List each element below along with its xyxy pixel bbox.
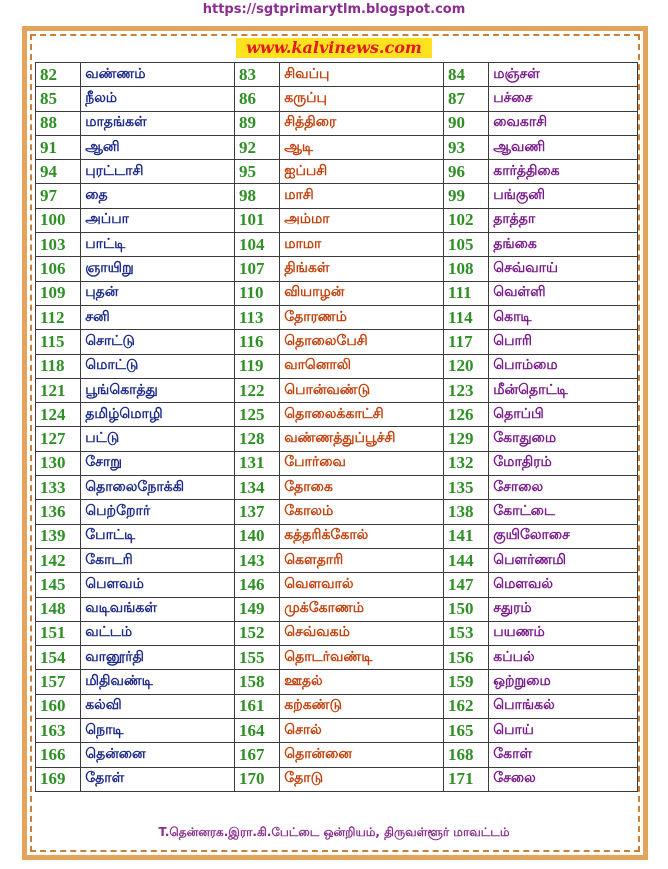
word-text: தொடர்வண்டி (280, 646, 444, 670)
word-number: 94 (36, 160, 81, 184)
word-text: வானொலி (280, 354, 444, 378)
word-number: 146 (234, 573, 279, 597)
word-number: 134 (234, 476, 279, 500)
word-text: ஆனி (81, 135, 235, 159)
word-number: 106 (36, 257, 81, 281)
word-text: பொரி (489, 330, 638, 354)
word-text: பங்குனி (489, 184, 638, 208)
table-row (36, 524, 638, 548)
word-text: செவ்வகம் (280, 621, 444, 645)
word-number: 139 (36, 524, 81, 548)
word-number: 158 (234, 670, 279, 694)
word-number: 104 (234, 233, 279, 257)
table-row (36, 427, 638, 451)
table-row (36, 63, 638, 87)
word-text: செவ்வாய் (489, 257, 638, 281)
word-text: தை (81, 184, 235, 208)
word-text: போர்வை (280, 451, 444, 475)
word-text: கத்தரிக்கோல் (280, 524, 444, 548)
word-text: சொட்டு (81, 330, 235, 354)
word-text: வண்ணம் (81, 63, 235, 87)
word-text: புதன் (81, 281, 235, 305)
word-number: 168 (444, 743, 489, 767)
word-number: 137 (234, 500, 279, 524)
word-number: 156 (444, 646, 489, 670)
word-number: 111 (444, 281, 489, 305)
table-row (36, 573, 638, 597)
word-number: 152 (234, 621, 279, 645)
word-number: 151 (36, 621, 81, 645)
word-number: 131 (234, 451, 279, 475)
word-number: 170 (234, 767, 279, 791)
word-text: சொல் (280, 719, 444, 743)
word-number: 83 (234, 63, 279, 87)
word-text: ஐப்பசி (280, 160, 444, 184)
word-text: பூங்கொத்து (81, 378, 235, 402)
word-number: 147 (444, 573, 489, 597)
word-text: ஆடி (280, 135, 444, 159)
word-text: கார்த்திகை (489, 160, 638, 184)
word-text: கோள் (489, 743, 638, 767)
word-number: 123 (444, 378, 489, 402)
table-row (36, 281, 638, 305)
table-row (36, 548, 638, 572)
word-number: 126 (444, 403, 489, 427)
word-text: ஆவணி (489, 135, 638, 159)
table-row (36, 87, 638, 111)
word-number: 129 (444, 427, 489, 451)
word-text: கோட்டை (489, 500, 638, 524)
word-number: 136 (36, 500, 81, 524)
word-text: மீன்தொட்டி (489, 378, 638, 402)
word-text: மிதிவண்டி (81, 670, 235, 694)
word-text: கோடரி (81, 548, 235, 572)
word-number: 140 (234, 524, 279, 548)
word-text: பாட்டி (81, 233, 235, 257)
word-number: 130 (36, 451, 81, 475)
word-text: பச்சை (489, 87, 638, 111)
word-text: சித்திரை (280, 111, 444, 135)
word-text: சோலை (489, 476, 638, 500)
word-text: சேலை (489, 767, 638, 791)
word-text: வண்ணத்துப்பூச்சி (280, 427, 444, 451)
word-number: 95 (234, 160, 279, 184)
word-number: 100 (36, 208, 81, 232)
word-number: 102 (444, 208, 489, 232)
word-number: 154 (36, 646, 81, 670)
word-text: போட்டி (81, 524, 235, 548)
brand-banner: www.kalvinews.com (236, 38, 432, 58)
word-text: கோதுமை (489, 427, 638, 451)
word-text: வௌவால் (280, 573, 444, 597)
word-number: 86 (234, 87, 279, 111)
table-row (36, 767, 638, 791)
word-text: பெற்றோர் (81, 500, 235, 524)
word-number: 82 (36, 63, 81, 87)
word-number: 144 (444, 548, 489, 572)
source-url: https://sgtprimarytlm.blogspot.com (202, 2, 466, 17)
word-text: சனி (81, 305, 235, 329)
word-number: 163 (36, 719, 81, 743)
word-number: 87 (444, 87, 489, 111)
word-number: 91 (36, 135, 81, 159)
word-number: 132 (444, 451, 489, 475)
word-text: குயிலோசை (489, 524, 638, 548)
word-number: 122 (234, 378, 279, 402)
word-number: 166 (36, 743, 81, 767)
word-number: 159 (444, 670, 489, 694)
word-number: 96 (444, 160, 489, 184)
table-row (36, 694, 638, 718)
word-text: வானூர்தி (81, 646, 235, 670)
word-text: வியாழன் (280, 281, 444, 305)
word-number: 89 (234, 111, 279, 135)
word-number: 119 (234, 354, 279, 378)
word-text: கப்பல் (489, 646, 638, 670)
word-number: 143 (234, 548, 279, 572)
word-text: தொலைநோக்கி (81, 476, 235, 500)
word-text: பௌவம் (81, 573, 235, 597)
word-number: 103 (36, 233, 81, 257)
word-number: 157 (36, 670, 81, 694)
word-number: 164 (234, 719, 279, 743)
table-row (36, 208, 638, 232)
word-number: 133 (36, 476, 81, 500)
table-row (36, 305, 638, 329)
word-text: புரட்டாசி (81, 160, 235, 184)
word-number: 110 (234, 281, 279, 305)
word-text: தோகை (280, 476, 444, 500)
word-number: 141 (444, 524, 489, 548)
word-number: 99 (444, 184, 489, 208)
word-number: 145 (36, 573, 81, 597)
word-number: 135 (444, 476, 489, 500)
table-row (36, 500, 638, 524)
word-text: தென்னை (81, 743, 235, 767)
word-number: 149 (234, 597, 279, 621)
table-row (36, 403, 638, 427)
word-text: பொன்வண்டு (280, 378, 444, 402)
word-number: 116 (234, 330, 279, 354)
word-text: வைகாசி (489, 111, 638, 135)
word-number: 138 (444, 500, 489, 524)
word-text: தொலைக்காட்சி (280, 403, 444, 427)
table-row (36, 354, 638, 378)
word-text: சோறு (81, 451, 235, 475)
word-number: 93 (444, 135, 489, 159)
word-number: 155 (234, 646, 279, 670)
word-text: பட்டு (81, 427, 235, 451)
word-text: பௌர்ணமி (489, 548, 638, 572)
word-number: 114 (444, 305, 489, 329)
word-text: கோலம் (280, 500, 444, 524)
word-text: ஊதல் (280, 670, 444, 694)
word-text: தொலைபேசி (280, 330, 444, 354)
word-text: ஒற்றுமை (489, 670, 638, 694)
table-row (36, 233, 638, 257)
table-row (36, 621, 638, 645)
word-text: சதுரம் (489, 597, 638, 621)
word-text: பயணம் (489, 621, 638, 645)
word-number: 128 (234, 427, 279, 451)
table-row (36, 476, 638, 500)
word-number: 169 (36, 767, 81, 791)
word-number: 112 (36, 305, 81, 329)
word-text: மாமா (280, 233, 444, 257)
table-row (36, 184, 638, 208)
word-number: 97 (36, 184, 81, 208)
word-number: 113 (234, 305, 279, 329)
word-text: தொப்பி (489, 403, 638, 427)
table-row (36, 646, 638, 670)
word-text: சிவப்பு (280, 63, 444, 87)
word-number: 90 (444, 111, 489, 135)
word-number: 105 (444, 233, 489, 257)
word-number: 101 (234, 208, 279, 232)
word-number: 160 (36, 694, 81, 718)
word-number: 88 (36, 111, 81, 135)
word-text: மொட்டு (81, 354, 235, 378)
word-number: 117 (444, 330, 489, 354)
word-number: 165 (444, 719, 489, 743)
word-number: 161 (234, 694, 279, 718)
word-text: கல்வி (81, 694, 235, 718)
word-text: வடிவங்கள் (81, 597, 235, 621)
word-number: 125 (234, 403, 279, 427)
word-number: 109 (36, 281, 81, 305)
word-text: கருப்பு (280, 87, 444, 111)
table-row (36, 135, 638, 159)
word-text: தாத்தா (489, 208, 638, 232)
table-row (36, 670, 638, 694)
word-number: 124 (36, 403, 81, 427)
word-text: தோடு (280, 767, 444, 791)
table-row (36, 597, 638, 621)
word-text: மாதங்கள் (81, 111, 235, 135)
word-number: 142 (36, 548, 81, 572)
word-text: கற்கண்டு (280, 694, 444, 718)
word-text: பொம்மை (489, 354, 638, 378)
word-number: 85 (36, 87, 81, 111)
word-number: 167 (234, 743, 279, 767)
word-text: திங்கள் (280, 257, 444, 281)
word-text: பொய் (489, 719, 638, 743)
word-number: 150 (444, 597, 489, 621)
word-text: தோரணம் (280, 305, 444, 329)
word-text: வெள்ளி (489, 281, 638, 305)
word-text: தங்கை (489, 233, 638, 257)
footer-credit: T.தென்னரக.இரா.கி.பேட்டை ஒன்றியம், திருவள்ளூர் மாவட்டம் (158, 825, 510, 839)
table-row (36, 330, 638, 354)
word-number: 148 (36, 597, 81, 621)
word-text: தோள் (81, 767, 235, 791)
word-text: மௌவல் (489, 573, 638, 597)
word-number: 127 (36, 427, 81, 451)
word-number: 153 (444, 621, 489, 645)
word-text: தமிழ்மொழி (81, 403, 235, 427)
word-text: முக்கோணம் (280, 597, 444, 621)
word-text: அம்மா (280, 208, 444, 232)
word-number: 162 (444, 694, 489, 718)
table-row (36, 378, 638, 402)
word-number: 118 (36, 354, 81, 378)
word-number: 115 (36, 330, 81, 354)
table-row (36, 257, 638, 281)
table-row (36, 743, 638, 767)
word-number: 171 (444, 767, 489, 791)
word-text: மாசி (280, 184, 444, 208)
word-text: தொன்னை (280, 743, 444, 767)
word-text: மோதிரம் (489, 451, 638, 475)
table-row (36, 719, 638, 743)
table-row (36, 111, 638, 135)
word-number: 84 (444, 63, 489, 87)
word-text: ஞாயிறு (81, 257, 235, 281)
word-text: மஞ்சள் (489, 63, 638, 87)
word-text: வட்டம் (81, 621, 235, 645)
word-text: கொடி (489, 305, 638, 329)
word-text: கௌதாரி (280, 548, 444, 572)
word-text: நீலம் (81, 87, 235, 111)
table-row (36, 160, 638, 184)
word-number: 120 (444, 354, 489, 378)
word-number: 107 (234, 257, 279, 281)
word-number: 108 (444, 257, 489, 281)
word-text: நொடி (81, 719, 235, 743)
word-text: பொங்கல் (489, 694, 638, 718)
word-number: 92 (234, 135, 279, 159)
word-number: 121 (36, 378, 81, 402)
table-row (36, 451, 638, 475)
word-table (35, 62, 638, 792)
word-text: அப்பா (81, 208, 235, 232)
word-number: 98 (234, 184, 279, 208)
